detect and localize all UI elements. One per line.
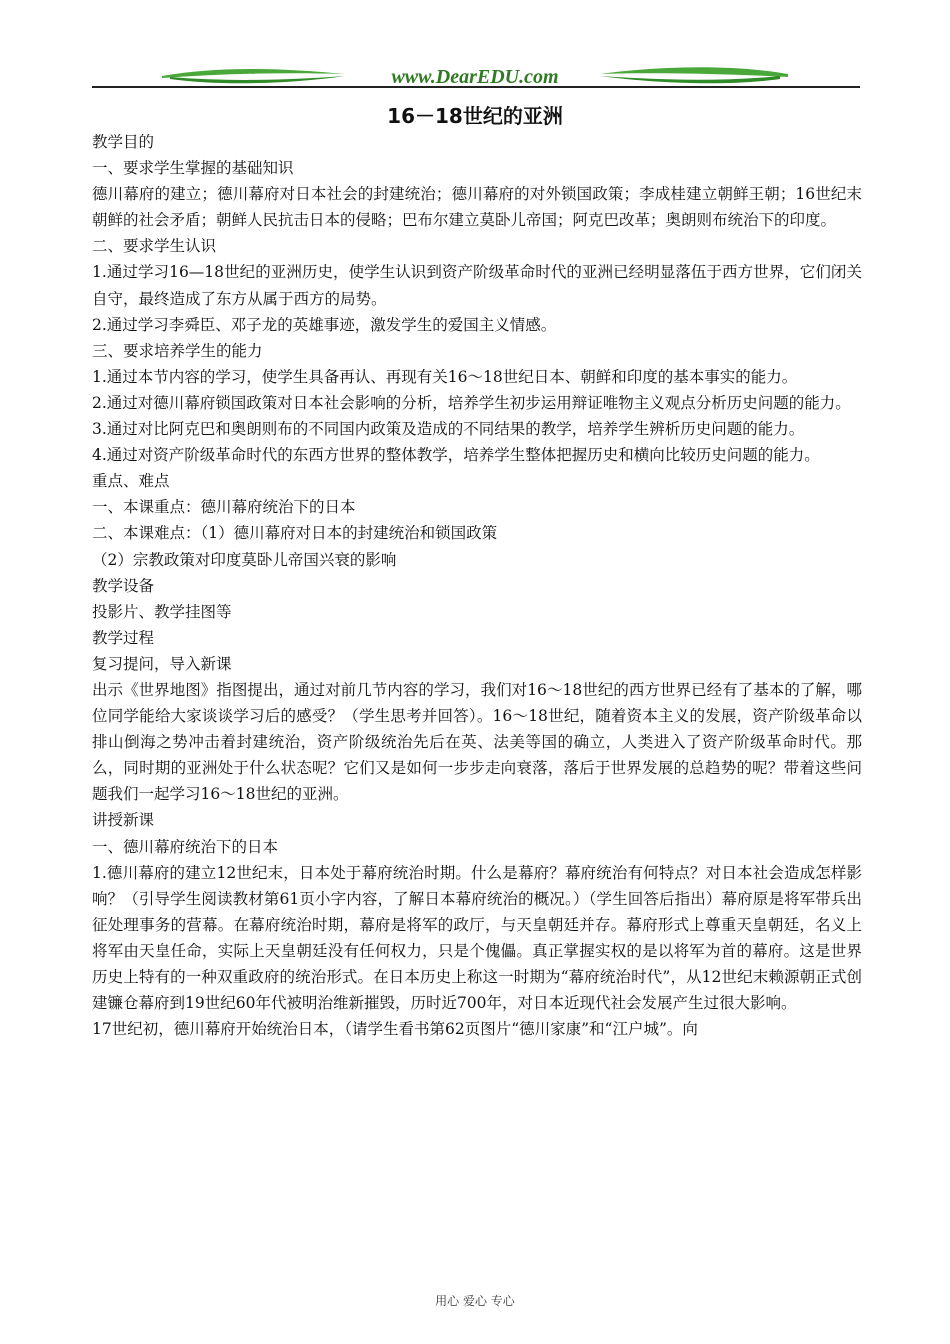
paragraph: 4.通过对资产阶级革命时代的东西方世界的整体教学，培养学生整体把握历史和横向比较历史问题的能力。 xyxy=(92,446,820,465)
paragraph: 教学设备 xyxy=(92,576,155,595)
paragraph: 投影片、教学挂图等 xyxy=(92,602,232,621)
document-body xyxy=(92,129,862,1042)
paragraph: 一、要求学生掌握的基础知识 xyxy=(92,159,294,178)
logo-text: www.DearEDU.com xyxy=(391,66,559,88)
paragraph: （2）宗教政策对印度莫卧儿帝国兴衰的影响 xyxy=(92,550,397,569)
paragraph: 3.通过对比阿克巴和奥朗则布的不同国内政策及造成的不同结果的教学，培养学生辨析历史问题的能力。 xyxy=(92,420,805,439)
paragraph: 二、本课难点：（1）德川幕府对日本的封建统治和锁国政策 xyxy=(92,524,498,543)
paragraph: 教学目的 xyxy=(92,133,155,151)
right-swoosh-tail xyxy=(600,76,780,83)
paragraph: 1.通过本节内容的学习，使学生具备再认、再现有关16～18世纪日本、朝鲜和印度的基本事实的能力。 xyxy=(92,367,798,386)
paragraph: 三、要求培养学生的能力 xyxy=(92,341,263,360)
paragraph: 1.德川幕府的建立12世纪末，日本处于幕府统治时期。什么是幕府？幕府统治有何特点？对日本社会造成怎样影响？（引导学生阅读教材第61页小字内容，了解日本幕府统治的概况。）（学生回答后指出）幕府原是将军带兵出征处理事务的营幕。在幕府统治时期，幕府是将军的政厅，与天皇朝廷并存。幕府形式上尊重天皇朝廷，名义上将军由天皇任命，实际上天皇朝廷没有任何权力，只是个傀儡。真正掌握实权的是以将军为首的幕府。这是世界历史上特有的一种双重政府的统治形式。在日本历史上称这一时期为“幕府统治时代”，从12世纪末赖源朝正式创建镰仓幕府到19世纪60年代被明治维新摧毁，历时近700年，对日本近现代社会发展产生过很大影响。 xyxy=(92,863,862,1013)
paragraph: 讲授新课 xyxy=(92,811,155,830)
right-swoosh xyxy=(600,67,788,77)
paragraph: 2.通过对德川幕府锁国政策对日本社会影响的分析，培养学生初步运用辩证唯物主义观点分析历史问题的能力。 xyxy=(92,393,851,412)
paragraph: 德川幕府的建立；德川幕府对日本社会的封建统治；德川幕府的对外锁国政策；李成桂建立朝鲜王朝；16世纪末朝鲜的社会矛盾；朝鲜人民抗击日本的侵略；巴布尔建立莫卧儿帝国；阿克巴改革；奥朗则布统治下的印度。 xyxy=(92,185,862,230)
page-title: 16－18世纪的亚洲 xyxy=(387,104,563,128)
paragraph: 一、德川幕府统治下的日本 xyxy=(92,837,279,856)
paragraph: 二、要求学生认识 xyxy=(92,237,217,256)
paragraph: 出示《世界地图》指图提出，通过对前几节内容的学习，我们对16～18世纪的西方世界已经有了基本的了解，哪位同学能给大家谈谈学习后的感受？（学生思考并回答）。16～18世纪，随着资本主义的发展，资产阶级革命以排山倒海之势冲击着封建统治，资产阶级统治先后在英、法美等国的确立，人类进入了资产阶级革命时代。那么，同时期的亚洲处于什么状态呢？它们又是如何一步步走向衰落，落后于世界发展的总趋势的呢？带着这些问题我们一起学习16～18世纪的亚洲。 xyxy=(92,680,862,804)
left-swoosh-tail xyxy=(170,76,345,83)
paragraph: 复习提问，导入新课 xyxy=(92,654,232,673)
header-rule xyxy=(92,86,860,88)
page-footer: 用心 爱心 专心 xyxy=(435,1294,515,1308)
paragraph: 教学过程 xyxy=(92,628,155,647)
left-swoosh xyxy=(162,69,345,78)
paragraph: 重点、难点 xyxy=(92,472,170,491)
paragraph: 一、本课重点：德川幕府统治下的日本 xyxy=(92,498,356,517)
paragraph: 17世纪初，德川幕府开始统治日本，（请学生看书第62页图片“德川家康”和“江户城”。向 xyxy=(92,1020,698,1039)
paragraph: 2.通过学习李舜臣、邓子龙的英雄事迹，激发学生的爱国主义情感。 xyxy=(92,315,557,334)
paragraph: 1.通过学习16—18世纪的亚洲历史，使学生认识到资产阶级革命时代的亚洲已经明显落伍于西方世界，它们闭关自守，最终造成了东方从属于西方的局势。 xyxy=(92,263,862,308)
